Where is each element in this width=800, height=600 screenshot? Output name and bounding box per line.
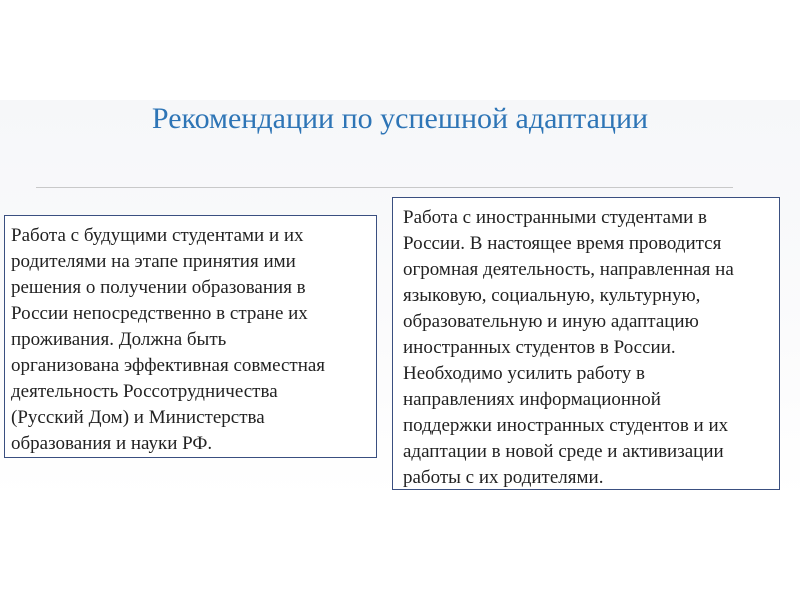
slide-title: Рекомендации по успешной адаптации — [151, 102, 649, 135]
right-box-text: Работа с иностранными студентами в России. В настоящее время проводится огромная деятельность, направленная на языковую, социальную, культурную, образовательную и иную адаптацию иностранных студентов в России. Необходимо усилить работу в направлениях информационной поддержки иностранных студентов и их адаптации в новой среде и активизации работы с их родителями. — [403, 207, 734, 488]
left-box-text: Работа с будущими студентами и их родителями на этапе принятия ими решения о получении образования в России непосредственно в стране их проживания. Должна быть организована эффективная совместная деятельность Россотрудничества (Русский Дом) и Министерства образования и науки РФ. — [11, 225, 326, 454]
left-text-box — [4, 215, 377, 458]
right-text-box — [392, 197, 780, 490]
title-divider — [36, 187, 733, 188]
